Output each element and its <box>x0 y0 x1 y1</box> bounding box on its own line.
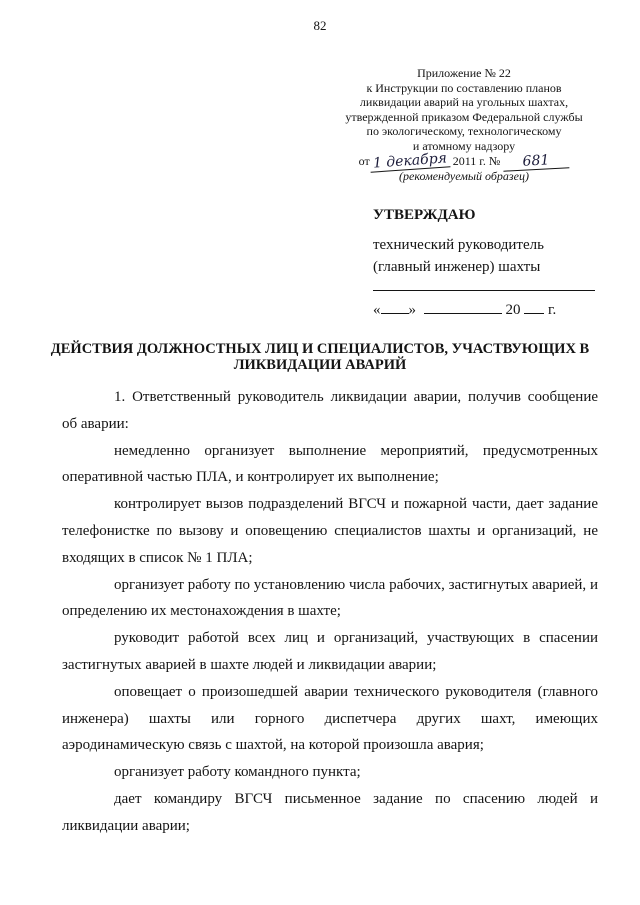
sample-note: (рекомендуемый образец) <box>399 169 529 184</box>
handwritten-order-number: 681 <box>503 152 570 171</box>
approval-title: УТВЕРЖДАЮ <box>373 207 476 223</box>
body-paragraph: организует работу командного пункта; <box>114 764 361 781</box>
signature-line <box>373 282 595 291</box>
page-number: 82 <box>313 18 327 33</box>
date-year: 20 <box>505 302 521 318</box>
body-paragraph: немедленно организует выполнение мероприятий, предусмотренных оперативной частью ПЛА, и контролирует их выполнение; <box>62 442 598 486</box>
handwritten-order-date: 1 декабря <box>369 151 450 172</box>
approval-position-line: (главный инженер) шахты <box>373 259 541 275</box>
body-paragraph: организует работу по установлению числа рабочих, застигнутых аварией, и определению их местонахождения в шахте; <box>62 576 598 620</box>
document-title: ДЕЙСТВИЯ ДОЛЖНОСТНЫХ ЛИЦ И СПЕЦИАЛИСТОВ, УЧАСТВУЮЩИХ В ЛИКВИДАЦИИ АВАРИЙ <box>50 341 590 373</box>
date-close-quote: » <box>408 302 416 318</box>
body-paragraph: руководит работой всех лиц и организаций, участвующих в спасении застигнутых аварией в шахте людей и ликвидации аварии; <box>62 630 598 673</box>
order-line <box>340 150 588 172</box>
order-year: 2011 г. № <box>452 153 501 168</box>
body-paragraph: дает командиру ВГСЧ письменное задание по спасению людей и ликвидации аварии; <box>62 790 598 834</box>
appendix-line: и атомному надзору <box>412 138 516 153</box>
month-blank <box>424 300 502 314</box>
document-body <box>62 384 598 840</box>
date-open-quote: « <box>373 302 381 318</box>
appendix-line: Приложение № 22 <box>417 66 511 80</box>
body-paragraph: контролирует вызов подразделений ВГСЧ и пожарной части, дает задание телефонистке по вызову и оповещению специалистов шахты и организаций, не входящих в список № 1 ПЛА; <box>62 496 598 566</box>
body-paragraph: оповещает о произошедшей аварии технического руководителя (главного инженера) шахты или горного диспетчера других шахт, имеющих аэродинамическую связь с шахтой, на которой произошла авария; <box>62 683 598 754</box>
appendix-line: ликвидации аварий на угольных шахтах, <box>359 95 569 110</box>
date-suffix: г. <box>548 302 557 318</box>
day-blank <box>381 300 409 314</box>
appendix-line: утвержденной приказом Федеральной службы <box>345 109 583 124</box>
appendix-line: к Инструкции по составлению планов <box>366 80 562 95</box>
year-blank <box>524 300 544 314</box>
order-prefix: от <box>358 153 370 168</box>
appendix-header <box>340 66 588 184</box>
approval-position-line: технический руководитель <box>373 237 544 253</box>
appendix-line: по экологическому, технологическому <box>366 124 562 139</box>
approval-block <box>373 204 603 321</box>
body-paragraph: 1. Ответственный руководитель ликвидации аварии, получив сообщение об аварии: <box>62 389 598 432</box>
approval-date-line <box>373 299 603 321</box>
